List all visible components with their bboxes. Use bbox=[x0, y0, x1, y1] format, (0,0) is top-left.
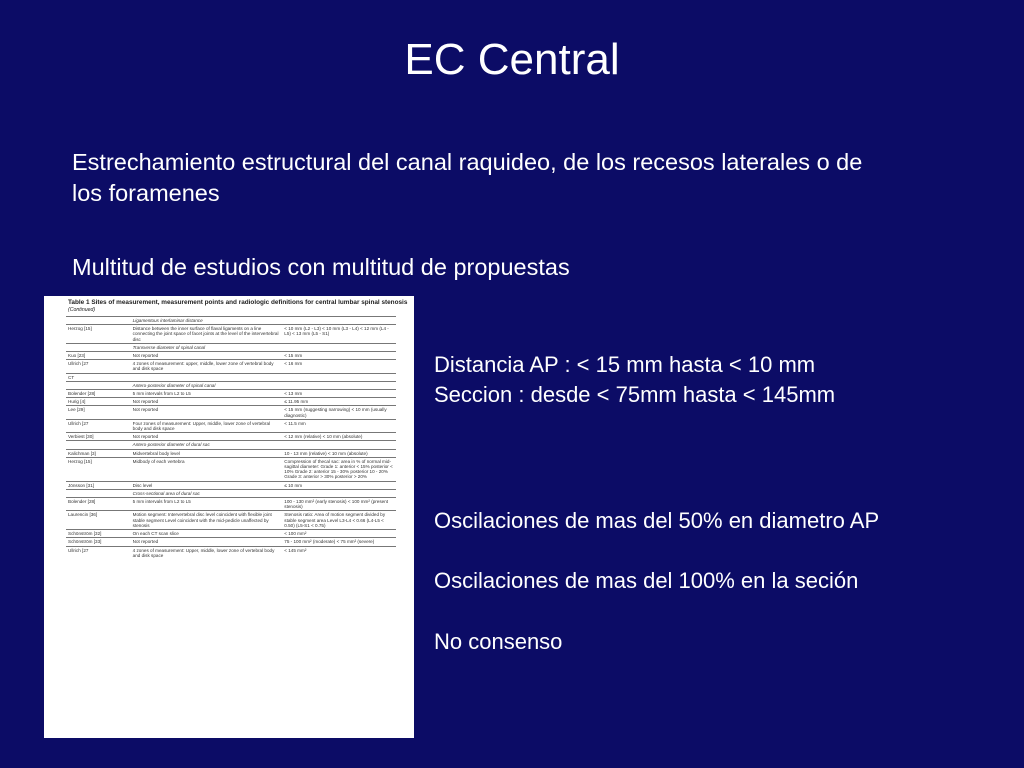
table-cell: Laurencin [36] bbox=[66, 511, 131, 530]
table-cell: Ligamentous interlaminar distance bbox=[131, 317, 283, 325]
bullet-definition: Estrechamiento estructural del canal raquideo, de los recesos laterales o de los foramenes bbox=[72, 149, 863, 206]
table-cell: 5 mm intervals from L2 to L5 bbox=[131, 390, 283, 398]
table-cell bbox=[282, 317, 396, 325]
table-cell: < 15 mm bbox=[282, 352, 396, 360]
table-row bbox=[66, 489, 396, 497]
table-row bbox=[66, 381, 396, 389]
table-cell: Motion segment: Intervertebral disc level coincident with flexible joint stable segment Level coincident with the mid-pedicle unaffected by stenosis bbox=[131, 511, 283, 530]
table-cell: On each CT scan slice bbox=[131, 530, 283, 538]
table-cell: Schönström [33] bbox=[66, 538, 131, 546]
table-cell: ≤ 10 mm bbox=[282, 481, 396, 489]
table-cell: Compression of thecal sac: area in % of normal mid-sagittal diameter: Grade 1: anterior < 15% posterior < 10% Grade 2: anterior 15 - 30% posterior 10 - 20% Grade 3: anterior > 30% posterior > 20% bbox=[282, 457, 396, 481]
table-cell: Four zones of measurement: Upper, middle, lower zone of vertebral body and disk space bbox=[131, 419, 283, 432]
measurement-table bbox=[66, 316, 396, 559]
table-cell: Antero-posterior diameter of spinal canal bbox=[131, 381, 283, 389]
table-cell bbox=[131, 373, 283, 381]
table-cell bbox=[66, 343, 131, 351]
table-row bbox=[66, 398, 396, 406]
table-row bbox=[66, 360, 396, 373]
table-cell: 5 mm intervals from L2 to L5 bbox=[131, 498, 283, 511]
table-cell: Not reported bbox=[131, 538, 283, 546]
table-cell: Herzog [15] bbox=[66, 325, 131, 344]
table-cell: Ullrich [27 bbox=[66, 546, 131, 559]
table-row bbox=[66, 433, 396, 441]
table-image-title: Table 1 Sites of measurement, measurement points and radiologic definitions for central lumbar spinal stenosis bbox=[68, 299, 408, 306]
table-cell: 10 - 13 mm (relative) < 10 mm (absolute) bbox=[282, 449, 396, 457]
table-image bbox=[44, 296, 414, 738]
table-cell: < 16 mm bbox=[282, 360, 396, 373]
table-cell bbox=[66, 441, 131, 449]
table-cell bbox=[66, 317, 131, 325]
table-cell: Kalichman [3] bbox=[66, 449, 131, 457]
slide-title: EC Central bbox=[404, 35, 620, 84]
table-cell bbox=[282, 441, 396, 449]
table-cell bbox=[66, 381, 131, 389]
table-cell: Lee [29] bbox=[66, 406, 131, 419]
table-cell: Ullrich [27 bbox=[66, 360, 131, 373]
table-cell bbox=[66, 489, 131, 497]
table-cell: Stenosis ratio: Area of motion segment divided by stable segment area Level L3-L4 < 0.66 (L4-L5 < 0.50) (L5-S1 < 0.75) bbox=[282, 511, 396, 530]
distance-ap-text: Distancia AP : < 15 mm hasta < 10 mm bbox=[434, 352, 816, 377]
no-consensus-text: No consenso bbox=[434, 629, 563, 654]
table-cell: Bolender [28] bbox=[66, 390, 131, 398]
table-cell bbox=[282, 489, 396, 497]
oscillation-ap-text: Oscilaciones de mas del 50% en diametro AP bbox=[434, 508, 880, 533]
table-cell bbox=[282, 381, 396, 389]
table-cell: 100 - 130 mm² (early stenosis) < 100 mm² (present stenosis) bbox=[282, 498, 396, 511]
table-cell: Antero-posterior diameter of dural sac bbox=[131, 441, 283, 449]
table-row bbox=[66, 530, 396, 538]
section-text: Seccion : desde < 75mm hasta < 145mm bbox=[434, 382, 836, 407]
table-cell: Verbiest [30] bbox=[66, 433, 131, 441]
table-image-subtitle: (Continued) bbox=[68, 307, 96, 313]
table-cell: 4 zones of measurement: Upper, middle, lower zone of vertebral body and disk space bbox=[131, 546, 283, 559]
table-cell: Transverse diameter of spinal canal bbox=[131, 343, 283, 351]
table-cell: Cross-sectional area of dural sac bbox=[131, 489, 283, 497]
table-cell: Distance between the inner surface of flaval ligaments on a line connecting the joint space of facet joints at the level of the intervertebral disc bbox=[131, 325, 283, 344]
table-cell: Bolender [28] bbox=[66, 498, 131, 511]
table-cell: 75 - 100 mm² (moderate) < 75 mm² (severe) bbox=[282, 538, 396, 546]
table-cell: Jönsson [31] bbox=[66, 481, 131, 489]
table-row bbox=[66, 317, 396, 325]
table-cell: Disc level bbox=[131, 481, 283, 489]
table-row bbox=[66, 406, 396, 419]
table-cell: Kuo [23] bbox=[66, 352, 131, 360]
table-cell: Hurig [4] bbox=[66, 398, 131, 406]
table-row bbox=[66, 498, 396, 511]
bullet-studies: Multitud de estudios con multitud de propuestas bbox=[72, 254, 570, 280]
table-cell bbox=[282, 373, 396, 381]
table-cell: < 10 mm (L2 - L3) < 10 mm (L3 - L4) < 12 mm (L4 - L5) < 13 mm (L5 - S1) bbox=[282, 325, 396, 344]
table-cell: ≤ 11.95 mm bbox=[282, 398, 396, 406]
table-cell: Midbody of each vertebra bbox=[131, 457, 283, 481]
table-cell: Midvertebral body level bbox=[131, 449, 283, 457]
table-row bbox=[66, 441, 396, 449]
table-cell: Schönström [32] bbox=[66, 530, 131, 538]
table-row bbox=[66, 457, 396, 481]
table-row bbox=[66, 538, 396, 546]
table-cell: < 11.5 mm bbox=[282, 419, 396, 432]
table-row bbox=[66, 352, 396, 360]
table-cell: Not reported bbox=[131, 406, 283, 419]
table-row bbox=[66, 419, 396, 432]
table-cell: Not reported bbox=[131, 433, 283, 441]
table-cell: Not reported bbox=[131, 352, 283, 360]
table-cell: Ullrich [27 bbox=[66, 419, 131, 432]
table-row bbox=[66, 481, 396, 489]
table-cell: Herzog [15] bbox=[66, 457, 131, 481]
table-cell: < 12 mm (relative) < 10 mm (absolute) bbox=[282, 433, 396, 441]
table-row bbox=[66, 343, 396, 351]
table-cell: Not reported bbox=[131, 398, 283, 406]
table-cell: < 145 mm² bbox=[282, 546, 396, 559]
oscillation-section-text: Oscilaciones de mas del 100% en la seción bbox=[434, 568, 859, 593]
table-row bbox=[66, 546, 396, 559]
table-cell: CT bbox=[66, 373, 131, 381]
table-cell: < 15 mm (suggesting narrowing) < 10 mm (usually diagnostic) bbox=[282, 406, 396, 419]
table-row bbox=[66, 390, 396, 398]
table-row bbox=[66, 511, 396, 530]
table-cell: < 100 mm² bbox=[282, 530, 396, 538]
table-row bbox=[66, 373, 396, 381]
table-row bbox=[66, 449, 396, 457]
table-cell bbox=[282, 343, 396, 351]
table-row bbox=[66, 325, 396, 344]
table-cell: 4 zones of measurement: upper, middle, lower zone of vertebral body and disk space bbox=[131, 360, 283, 373]
table-cell: < 13 mm bbox=[282, 390, 396, 398]
